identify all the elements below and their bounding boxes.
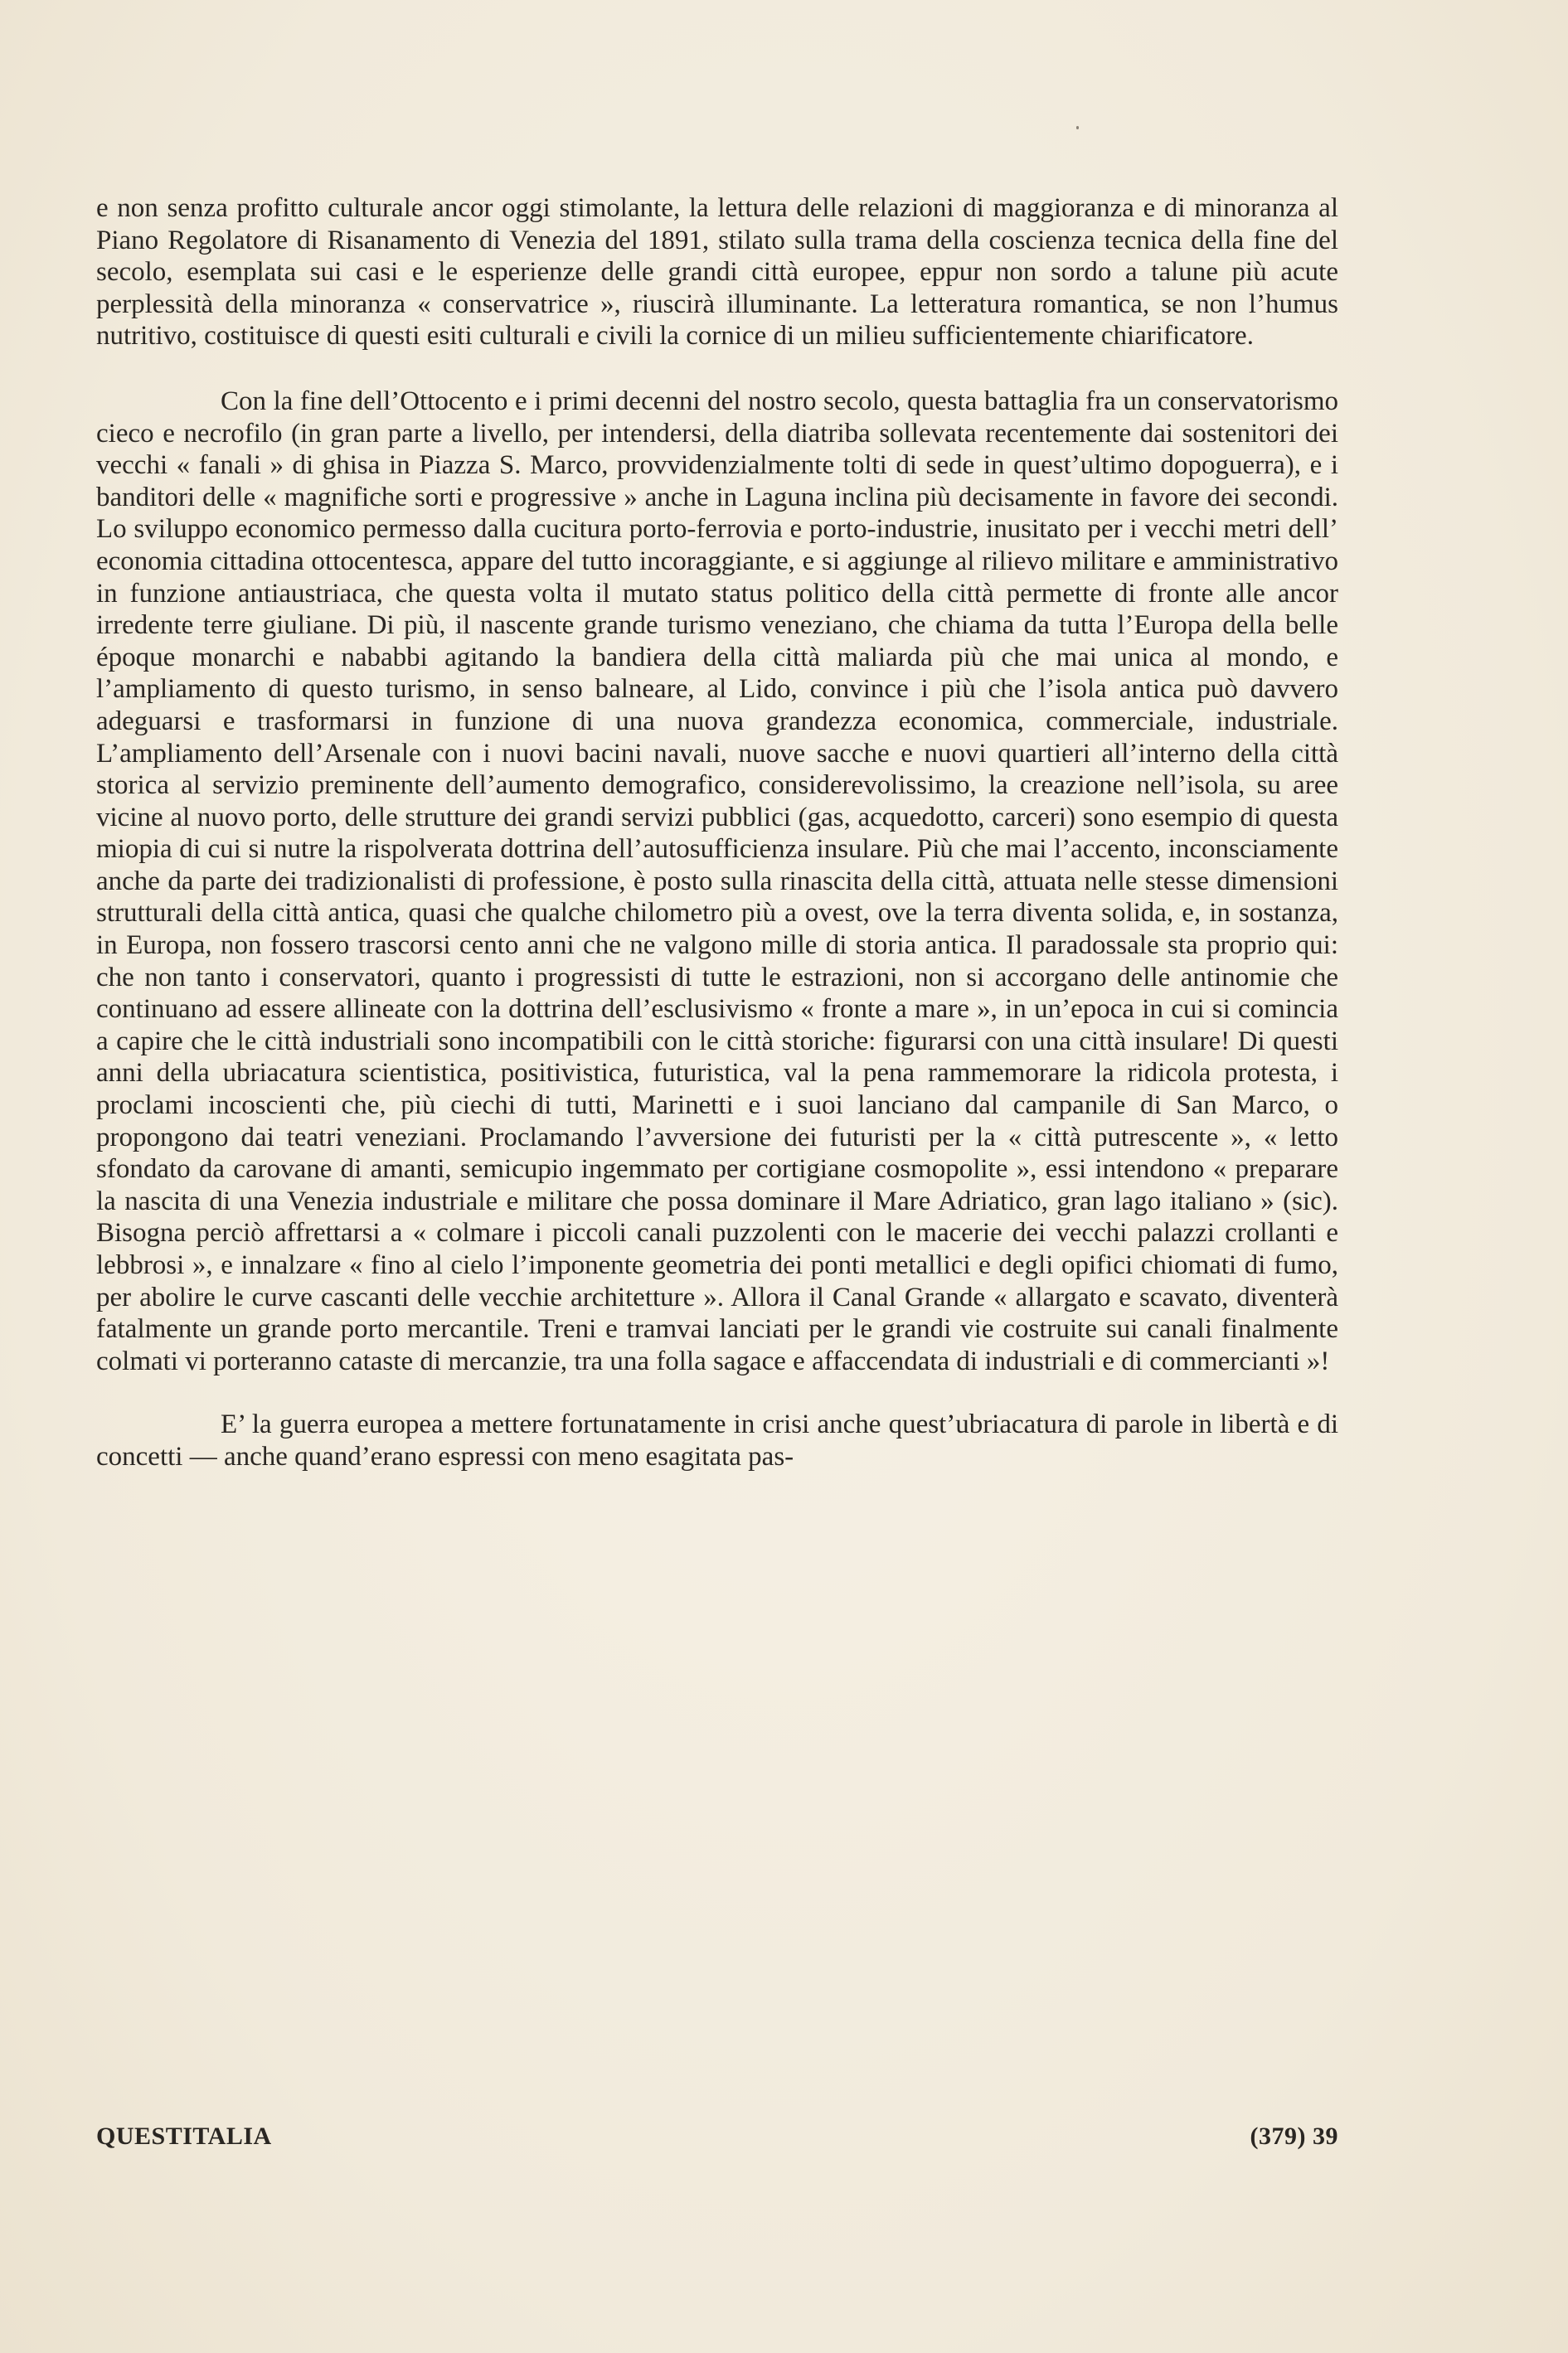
paragraph-2: Con la fine dell’Ottocento e i primi decenni del nostro secolo, questa battaglia fra un conservatorismo cieco e necrofilo (in gran parte a livello, per intendersi, della diatriba sollevata recentemente dai sostenitori dei vecchi « fanali » di ghisa in Piazza S. Marco, provvidenzialmente tolti di sede in quest’ultimo dopoguerra), e i banditori delle « magnifiche sorti e progressive » anche in Laguna inclina più decisamente in favore dei secondi. Lo sviluppo economico permesso dalla cucitura porto-ferrovia e porto-industrie, inusitato per i vecchi metri dell’ economia cittadina ottocentesca, appare del tutto incoraggiante, e si aggiunge al rilievo militare e amministrativo in funzione antiaustriaca, che questa volta il mutato status politico della città permette di fronte alle ancor irredente terre giuliane. Di più, il nascente grande turismo veneziano, che chiama da tutta l’Europa della belle époque monarchi e nababbi agitando la bandiera della città maliarda più che mai unica al mondo, e l’ampliamento di questo turismo, in senso balneare, al Lido, convince i più che l’isola antica può davvero adeguarsi e trasformarsi in funzione di una nuova grandezza economica, commerciale, industriale. L’ampliamento dell’Arsenale con i nuovi bacini navali, nuove sacche e nuovi quartieri all’interno della città storica al servizio preminente dell’aumento demografico, considerevolissimo, la creazione nell’isola, su aree vicine al nuovo porto, delle strutture dei grandi servizi pubblici (gas, acquedotto, carceri) sono esempio di questa miopia di cui si nutre la rispolverata dottrina dell’autosufficienza insulare. Più che mai l’accento, inconsciamente anche da parte dei tradizionalisti di professione, è posto sulla rinascita della città, attuata nelle stesse dimensioni strutturali della città antica, quasi che qualche chilometro più a ovest, ove la terra diventa solida, e, in sostanza, in Europa, non fossero trascorsi cento anni che ne valgono mille di storia antica. Il paradossale sta proprio qui: che non tanto i conservatori, quanto i progressisti di tutte le estrazioni, non si accorgano delle antinomie che continuano ad essere allineate con la dottrina dell’esclusivismo « fronte a mare », in un’epoca in cui si comincia a capire che le città industriali sono incompatibili con le città storiche: figurarsi con una città insulare! Di questi anni della ubriacatura scientistica, positivistica, futuristica, val la pena rammemorare la ridicola protesta, i proclami incoscienti che, più ciechi di tutti, Marinetti e i suoi lanciano dal campanile di San Marco, o propongono dai teatri veneziani. Proclamando l’avversione dei futuristi per la « città putrescente », « letto sfondato da carovane di amanti, semicupio ingemmato per cortigiane cosmopolite », essi intendono « preparare la nascita di una Venezia industriale e militare che possa dominare il Mare Adriatico, gran lago italiano » (sic). Bisogna perciò affrettarsi a « colmare i piccoli canali puzzolenti con le macerie dei vecchi palazzi crollanti e lebbrosi », e innalzare « fino al cielo l’imponente geometria dei ponti metallici e degli opifici chiomati di fumo, per abolire le curve cascanti delle vecchie architetture ». Allora il Canal Grande « allargato e scavato, diventerà fatalmente un grande porto mercantile. Treni e tramvai lanciati per le grandi vie costruite sui canali finalmente colmati vi porteranno cataste di mercanzie, tra una folla sagace e affaccendata di industriali e di commercianti »! <box>96 386 1338 1376</box>
journal-name: QUESTITALIA <box>96 2123 272 2150</box>
paragraph-3: E’ la guerra europea a mettere fortunatamente in crisi anche quest’ubriacatura di parole in libertà e di concetti — anche quand’erano espressi con meno esagitata pas- <box>96 1409 1338 1472</box>
page-number: (379) 39 <box>1250 2123 1338 2150</box>
print-speck <box>1076 126 1079 129</box>
paragraph-1: e non senza profitto culturale ancor oggi stimolante, la lettura delle relazioni di maggioranza e di minoranza al Piano Regolatore di Risanamento di Venezia del 1891, stilato sulla trama della coscienza tecnica della fine del secolo, esemplata sui casi e le esperienze delle grandi città europee, eppur non sordo a talune più acute perplessità della minoranza « conservatrice », riuscirà illuminante. La letteratura romantica, se non l’humus nutritivo, costituisce di questi esiti culturali e civili la cornice di un milieu sufficientemente chiarificatore. <box>96 193 1338 352</box>
body-text <box>96 192 1338 1473</box>
